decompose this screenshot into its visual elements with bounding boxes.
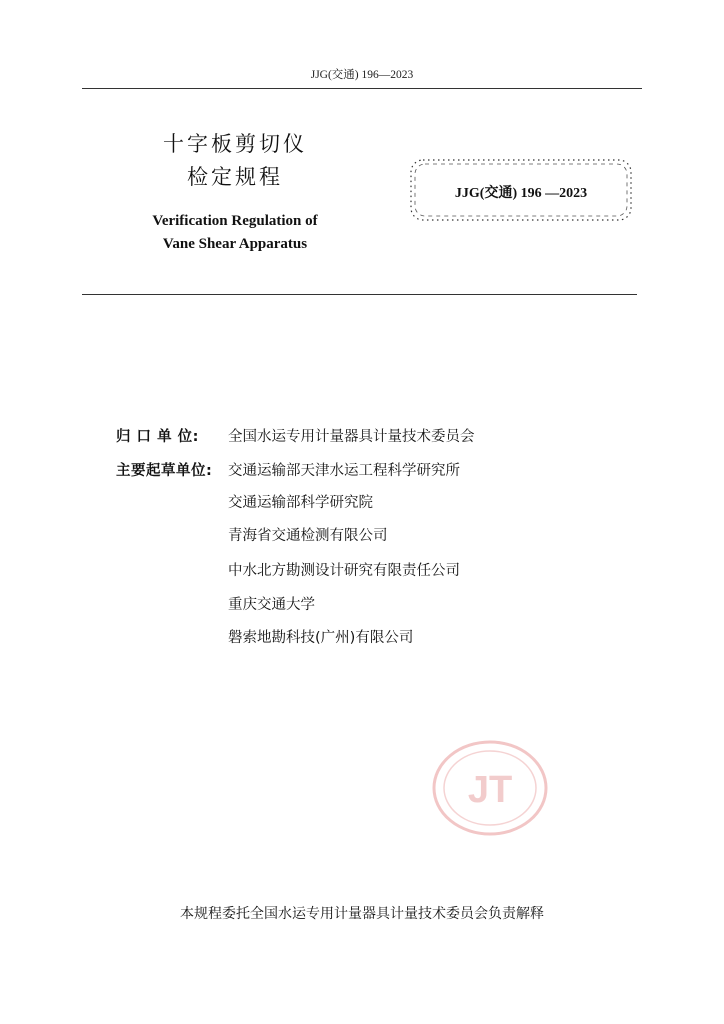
header-standard-code: JJG(交通) 196—2023	[310, 69, 414, 81]
title-english	[110, 210, 360, 256]
title-en-line2: Vane Shear Apparatus	[162, 236, 308, 252]
title-chinese	[120, 128, 350, 194]
centralized-unit-label: 归 口 单 位:	[116, 429, 199, 445]
title-en-line1: Verification Regulation of	[152, 213, 318, 229]
title-cn-line1: 十字板剪切仪	[163, 132, 307, 156]
drafting-unit-4: 中水北方勘测设计研究有限责任公司	[228, 563, 460, 579]
footer-interpretation-note: 本规程委托全国水运专用计量器具计量技术委员会负责解释	[180, 906, 544, 922]
seal-text: JT	[467, 769, 513, 811]
centralized-unit-value: 全国水运专用计量器具计量技术委员会	[228, 429, 475, 445]
drafting-unit-5: 重庆交通大学	[228, 597, 315, 613]
header-rule	[82, 88, 642, 89]
drafting-unit-3: 青海省交通检测有限公司	[228, 528, 388, 544]
title-cn-line2: 检定规程	[187, 165, 283, 189]
code-box	[409, 158, 633, 222]
drafting-unit-2: 交通运输部科学研究院	[228, 495, 373, 511]
title-rule	[82, 294, 637, 295]
code-box-text: JJG(交通) 196 —2023	[454, 186, 588, 201]
drafting-unit-1: 交通运输部天津水运工程科学研究所	[228, 463, 460, 479]
drafting-unit-label: 主要起草单位:	[116, 463, 213, 479]
jt-seal-icon	[432, 740, 548, 836]
drafting-unit-6: 磐索地勘科技(广州)有限公司	[228, 630, 414, 646]
